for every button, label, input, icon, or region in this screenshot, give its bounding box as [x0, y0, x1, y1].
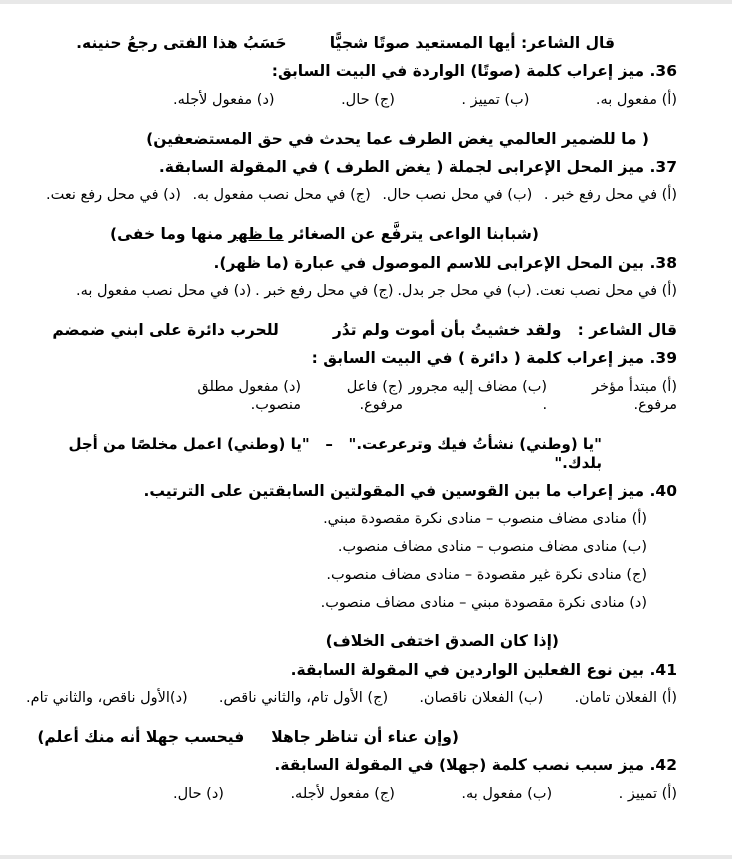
option-42-d: (د) حال.	[173, 785, 224, 802]
question-block-36	[26, 34, 677, 110]
prose-quote-41: (إذا كان الصدق اختفى الخلاف)	[325, 632, 559, 651]
option-40-c: (ج) منادى نكرة غير مقصودة – منادى مضاف منصوب.	[326, 566, 647, 583]
option-39-a: (أ) مبتدأ مؤخر مرفوع.	[587, 378, 677, 414]
question-block-37	[26, 130, 677, 206]
options-row-36	[26, 91, 677, 110]
question-text-42: 42. ميز سبب نصب كلمة (جهلا) في المقولة السابقة.	[274, 756, 677, 775]
quote-38-underlined-phrase: ما ظهر	[228, 225, 284, 244]
poetry-quote-42: (وإن عناء أن تناظر جاهلا فيحسب جهلا أنه منك أعلم)	[37, 728, 459, 747]
options-row-41	[26, 689, 677, 708]
option-36-a: (أ) مفعول به.	[595, 91, 677, 108]
page-top-edge	[0, 0, 732, 4]
question-text-40: 40. ميز إعراب ما بين القوسين في المقولتين السابقتين على الترتيب.	[143, 481, 677, 500]
question-block-39	[26, 321, 677, 415]
prose-quote-38	[26, 225, 677, 244]
option-36-c: (ج) حال.	[341, 91, 395, 108]
question-block-42	[26, 728, 677, 804]
option-42-c: (ج) مفعول لأجله.	[290, 785, 395, 802]
prose-quote-40: "يا (وطني) نشأتُ فيك وترعرعت." – "يا (وطني) اعمل مخلصًا من أجل بلدك."	[63, 435, 602, 472]
question-text-38: 38. بين المحل الإعرابى للاسم الموصول في عبارة (ما ظهر).	[213, 253, 677, 272]
prose-quote-37: ( ما للضمير العالمي يغض الطرف عما يحدث في حق المستضعفين)	[146, 129, 649, 148]
quote-38-after: منها وما خفى)	[110, 225, 229, 244]
option-36-b: (ب) تمييز .	[461, 91, 530, 108]
options-row-38	[26, 282, 677, 301]
question-text-37: 37. ميز المحل الإعرابى لجملة ( يغض الطرف ) في المقولة السابقة.	[158, 157, 677, 176]
quote-38-before: (شبابنا الواعى يترفَّع عن الصغائر	[283, 225, 539, 244]
options-row-42	[26, 785, 677, 804]
option-38-c: (ج) في محل رفع خبر .	[255, 282, 394, 299]
option-41-d: (د)الأول ناقص، والثاني تام.	[26, 690, 188, 707]
options-list-40	[26, 510, 677, 612]
option-37-a: (أ) في محل رفع خبر .	[543, 187, 677, 204]
option-40-b: (ب) منادى مضاف منصوب – منادى مضاف منصوب.	[337, 538, 647, 555]
question-text-39: 39. ميز إعراب كلمة ( دائرة ) في البيت السابق :	[311, 349, 677, 368]
option-39-c: (ج) فاعل مرفوع.	[342, 378, 403, 414]
question-text-36: 36. ميز إعراب كلمة (صوتًا) الواردة في البيت السابق:	[271, 62, 677, 81]
page-bottom-edge	[0, 855, 732, 859]
question-block-41	[26, 632, 677, 708]
option-38-b: (ب) في محل جر بدل.	[397, 282, 532, 299]
option-40-a: (أ) منادى مضاف منصوب – منادى نكرة مقصودة مبني.	[323, 511, 647, 528]
option-38-a: (أ) في محل نصب نعت.	[535, 282, 677, 299]
option-41-b: (ب) الفعلان ناقصان.	[419, 690, 544, 707]
option-37-d: (د) في محل رفع نعت.	[46, 187, 181, 204]
option-36-d: (د) مفعول لأجله.	[173, 91, 275, 108]
options-row-37	[26, 186, 677, 205]
option-39-b: (ب) مضاف إليه مجرور .	[404, 378, 548, 414]
option-37-b: (ب) في محل نصب حال.	[382, 187, 533, 204]
question-block-40	[26, 435, 677, 612]
option-41-c: (ج) الأول تام، والثاني ناقص.	[218, 690, 389, 707]
option-40-d: (د) منادى نكرة مقصودة مبني – منادى مضاف منصوب.	[320, 594, 647, 611]
poetry-quote-36: قال الشاعر: أيها المستعيد صوتًا شجيًّا حَسَبُ هذا الفتى رجعُ حنينه.	[76, 34, 615, 52]
option-42-b: (ب) مفعول به.	[461, 785, 553, 802]
poetry-quote-39: قال الشاعر : ولقد خشيتُ بأن أموت ولم تدُر للحرب دائرة على ابني ضمضم	[52, 320, 677, 339]
options-row-39	[26, 378, 677, 416]
option-42-a: (أ) تمييز .	[618, 785, 677, 802]
question-block-38	[26, 225, 677, 301]
option-37-c: (ج) في محل نصب مفعول به.	[192, 187, 371, 204]
option-38-d: (د) في محل نصب مفعول به.	[76, 282, 252, 299]
question-text-41: 41. بين نوع الفعلين الواردين في المقولة السابقة.	[290, 660, 677, 679]
option-41-a: (أ) الفعلان تامان.	[574, 690, 677, 707]
option-39-d: (د) مفعول مطلق منصوب.	[192, 378, 302, 414]
